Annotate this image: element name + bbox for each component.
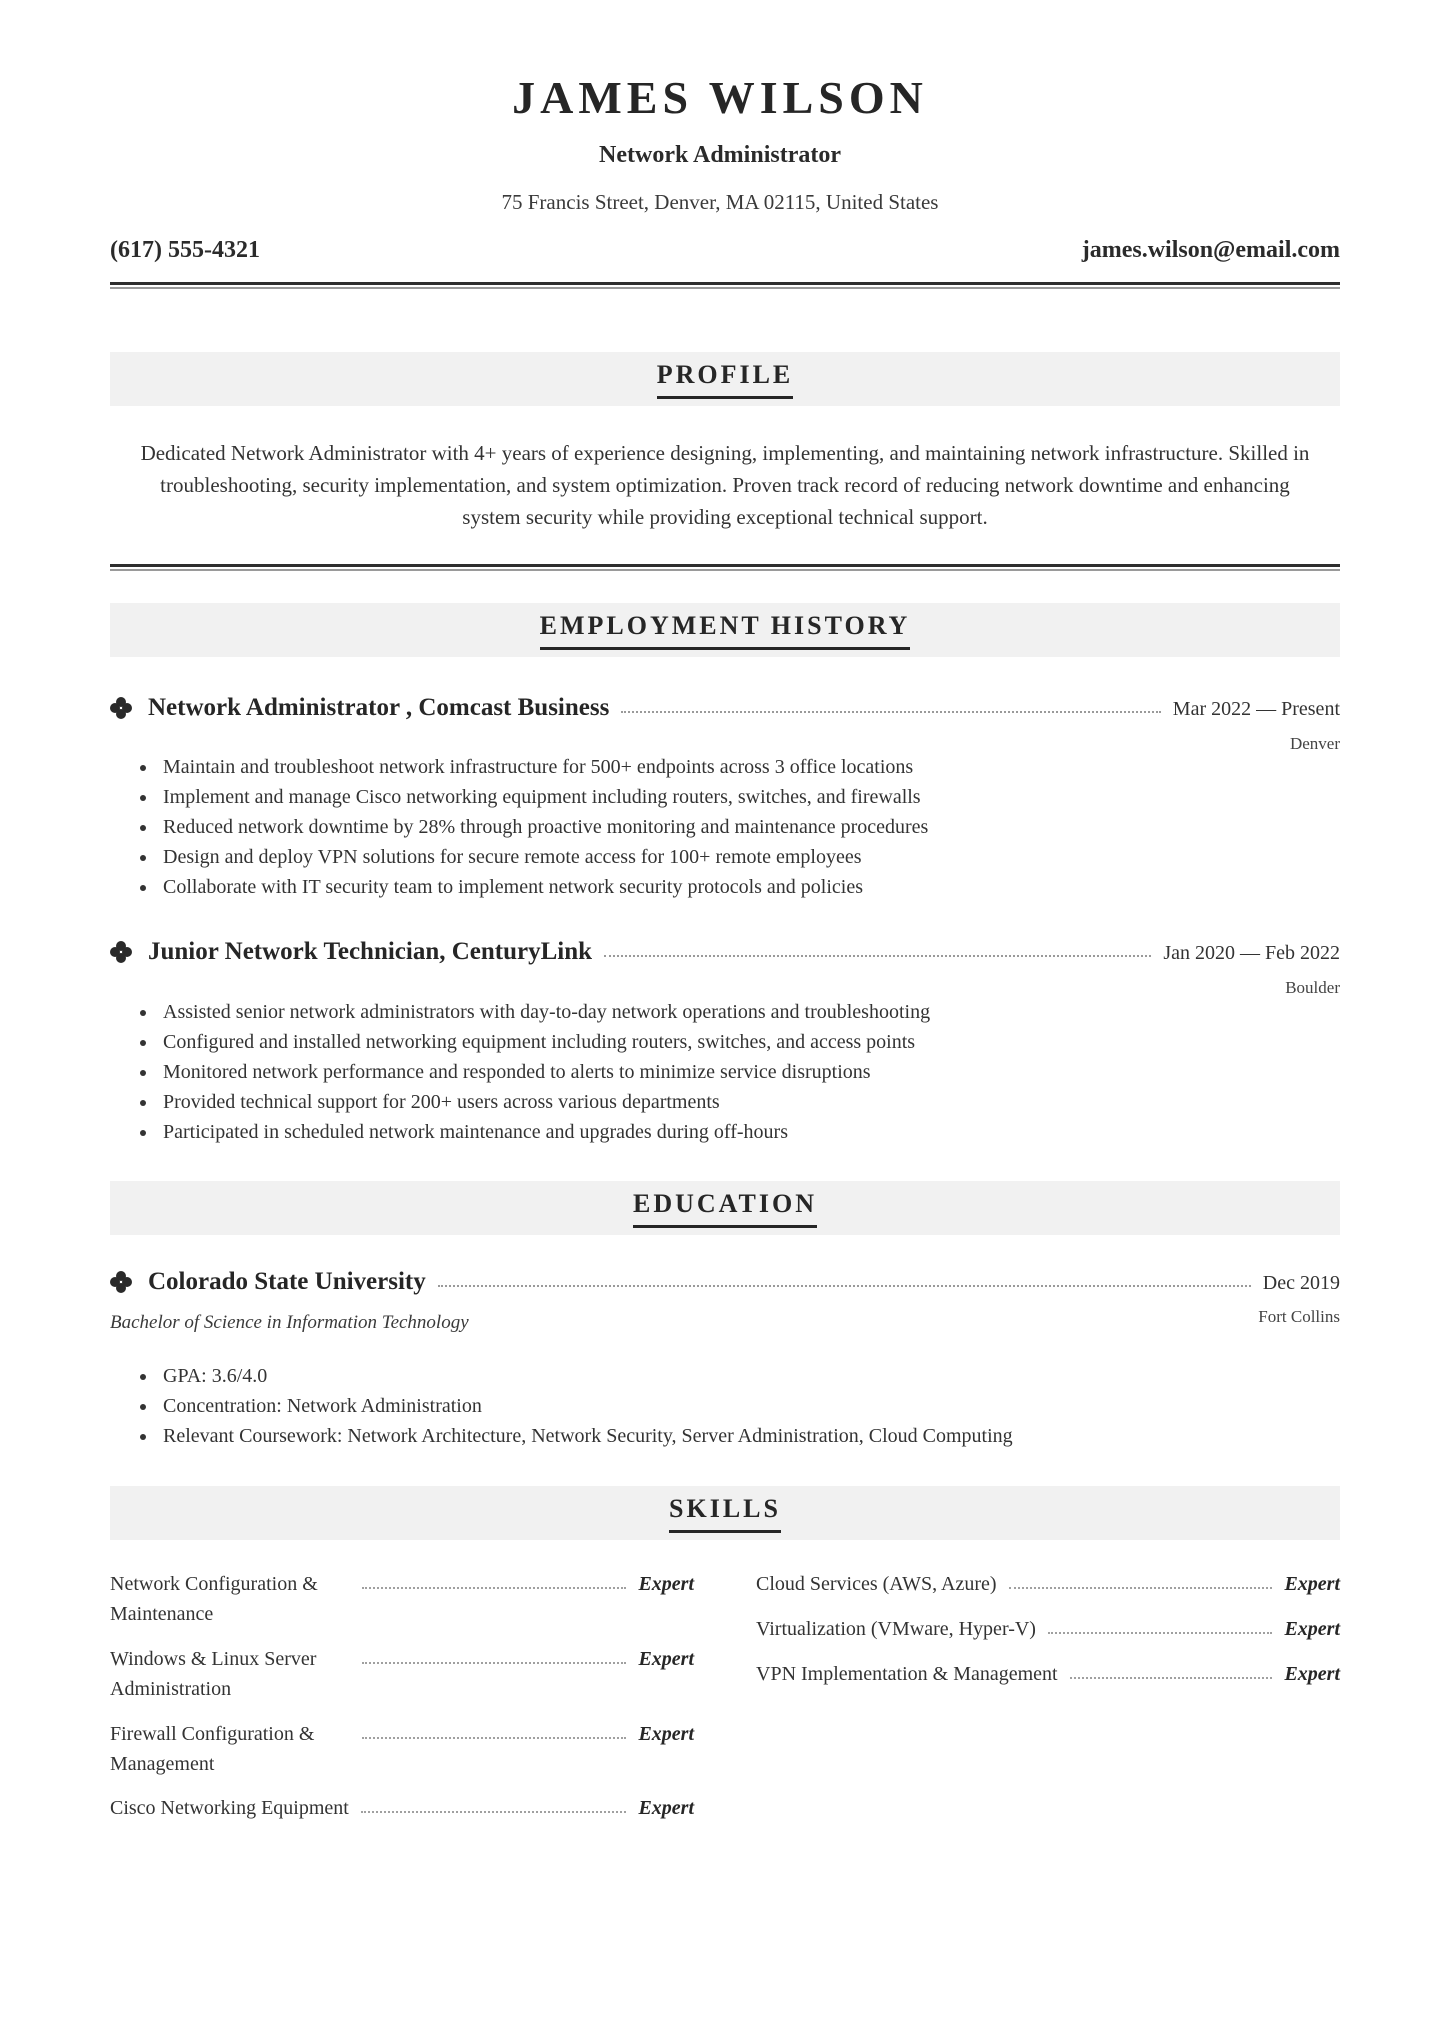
dotted-leader: [362, 1719, 626, 1739]
dotted-leader: [1048, 1614, 1272, 1634]
skill-item: [110, 1793, 694, 1823]
job-location: Boulder: [1285, 978, 1340, 997]
school-name: Colorado State University: [148, 1268, 426, 1295]
degree-name: Bachelor of Science in Information Technology: [110, 1312, 469, 1333]
dotted-leader: [438, 1285, 1251, 1287]
graduation-date: Dec 2019: [1262, 1272, 1340, 1294]
education-bullet-list: [135, 1361, 1235, 1451]
candidate-name: JAMES WILSON: [512, 72, 928, 123]
skill-level: Expert: [1284, 1663, 1340, 1685]
list-item: Configured and installed networking equipment including routers, switches, and access points: [135, 1027, 1235, 1057]
job-entry-header: [110, 937, 1340, 967]
skill-name: Firewall Configuration & Management: [110, 1723, 315, 1775]
skill-item: [110, 1569, 694, 1629]
job-bullet-list: [135, 997, 1235, 1147]
section-title-profile: PROFILE: [657, 360, 794, 399]
job-dates: Jan 2020 — Feb 2022: [1163, 942, 1340, 964]
dotted-leader: [362, 1644, 626, 1664]
list-item: GPA: 3.6/4.0: [135, 1361, 1235, 1391]
dotted-leader: [362, 1569, 626, 1589]
list-item: Provided technical support for 200+ users across various departments: [135, 1087, 1235, 1117]
list-item: Design and deploy VPN solutions for secure remote access for 100+ remote employees: [135, 842, 1235, 872]
employment-section-header: [110, 603, 1340, 657]
section-title-employment: EMPLOYMENT HISTORY: [540, 611, 911, 650]
skill-name: Windows & Linux Server Administration: [110, 1648, 317, 1700]
skill-item: [756, 1569, 1340, 1599]
school-location: Fort Collins: [1258, 1307, 1340, 1326]
skill-level: Expert: [638, 1723, 694, 1745]
quatrefoil-icon: [110, 941, 132, 963]
email-address[interactable]: james.wilson@email.com: [1081, 237, 1340, 263]
skills-section-header: [110, 1486, 1340, 1540]
list-item: Concentration: Network Administration: [135, 1391, 1235, 1421]
job-bullet-list: [135, 752, 1235, 902]
job-location: Denver: [1289, 734, 1340, 753]
list-item: Relevant Coursework: Network Architecture, Network Security, Server Administration, Cloud Computing: [135, 1421, 1235, 1451]
phone-number: (617) 555-4321: [110, 237, 260, 263]
list-item: Reduced network downtime by 28% through proactive monitoring and maintenance procedures: [135, 812, 1235, 842]
dotted-leader: [604, 955, 1151, 957]
job-title: Junior Network Technician, CenturyLink: [148, 938, 593, 965]
profile-divider: [110, 564, 1340, 572]
job-dates: Mar 2022 — Present: [1172, 698, 1340, 720]
dotted-leader: [361, 1793, 627, 1813]
header-divider: [110, 282, 1340, 290]
dotted-leader: [1009, 1569, 1273, 1589]
candidate-title: Network Administrator: [599, 142, 841, 168]
quatrefoil-icon: [110, 1271, 132, 1293]
list-item: Collaborate with IT security team to implement network security protocols and policies: [135, 872, 1235, 902]
skill-item: [110, 1644, 694, 1704]
section-title-skills: SKILLS: [669, 1494, 781, 1533]
skill-level: Expert: [1284, 1573, 1340, 1595]
skill-item: [756, 1614, 1340, 1644]
list-item: Implement and manage Cisco networking equipment including routers, switches, and firewalls: [135, 782, 1235, 812]
skill-level: Expert: [638, 1573, 694, 1595]
profile-section-header: [110, 352, 1340, 406]
section-title-education: EDUCATION: [633, 1189, 817, 1228]
list-item: Maintain and troubleshoot network infrastructure for 500+ endpoints across 3 office locations: [135, 752, 1235, 782]
skill-item: [110, 1719, 694, 1779]
skill-name: Network Configuration & Maintenance: [110, 1573, 318, 1625]
skill-level: Expert: [638, 1648, 694, 1670]
list-item: Assisted senior network administrators with day-to-day network operations and troubleshooting: [135, 997, 1235, 1027]
skill-name: Cloud Services (AWS, Azure): [756, 1573, 997, 1595]
skill-level: Expert: [1284, 1618, 1340, 1640]
education-section-header: [110, 1181, 1340, 1235]
education-entry-header: [110, 1267, 1340, 1297]
job-title: Network Administrator , Comcast Business: [148, 694, 610, 721]
skill-name: VPN Implementation & Management: [756, 1663, 1058, 1685]
candidate-address: 75 Francis Street, Denver, MA 02115, United States: [501, 190, 939, 214]
job-entry-header: [110, 693, 1340, 723]
list-item: Monitored network performance and responded to alerts to minimize service disruptions: [135, 1057, 1235, 1087]
skill-name: Cisco Networking Equipment: [110, 1797, 349, 1819]
skill-name: Virtualization (VMware, Hyper-V): [756, 1618, 1036, 1640]
list-item: Participated in scheduled network maintenance and upgrades during off-hours: [135, 1117, 1235, 1147]
contact-row: [110, 235, 1340, 265]
profile-summary: Dedicated Network Administrator with 4+ years of experience designing, implementing, and maintaining network infrastructure. Skilled in troubleshooting, security implementation, and system optimization. Proven track record of reducing network downtime and enhancing system security while providing exceptional technical support.: [140, 441, 1310, 529]
dotted-leader: [1070, 1659, 1273, 1679]
dotted-leader: [621, 711, 1160, 713]
skill-level: Expert: [638, 1797, 694, 1819]
skill-item: [756, 1659, 1340, 1689]
quatrefoil-icon: [110, 697, 132, 719]
